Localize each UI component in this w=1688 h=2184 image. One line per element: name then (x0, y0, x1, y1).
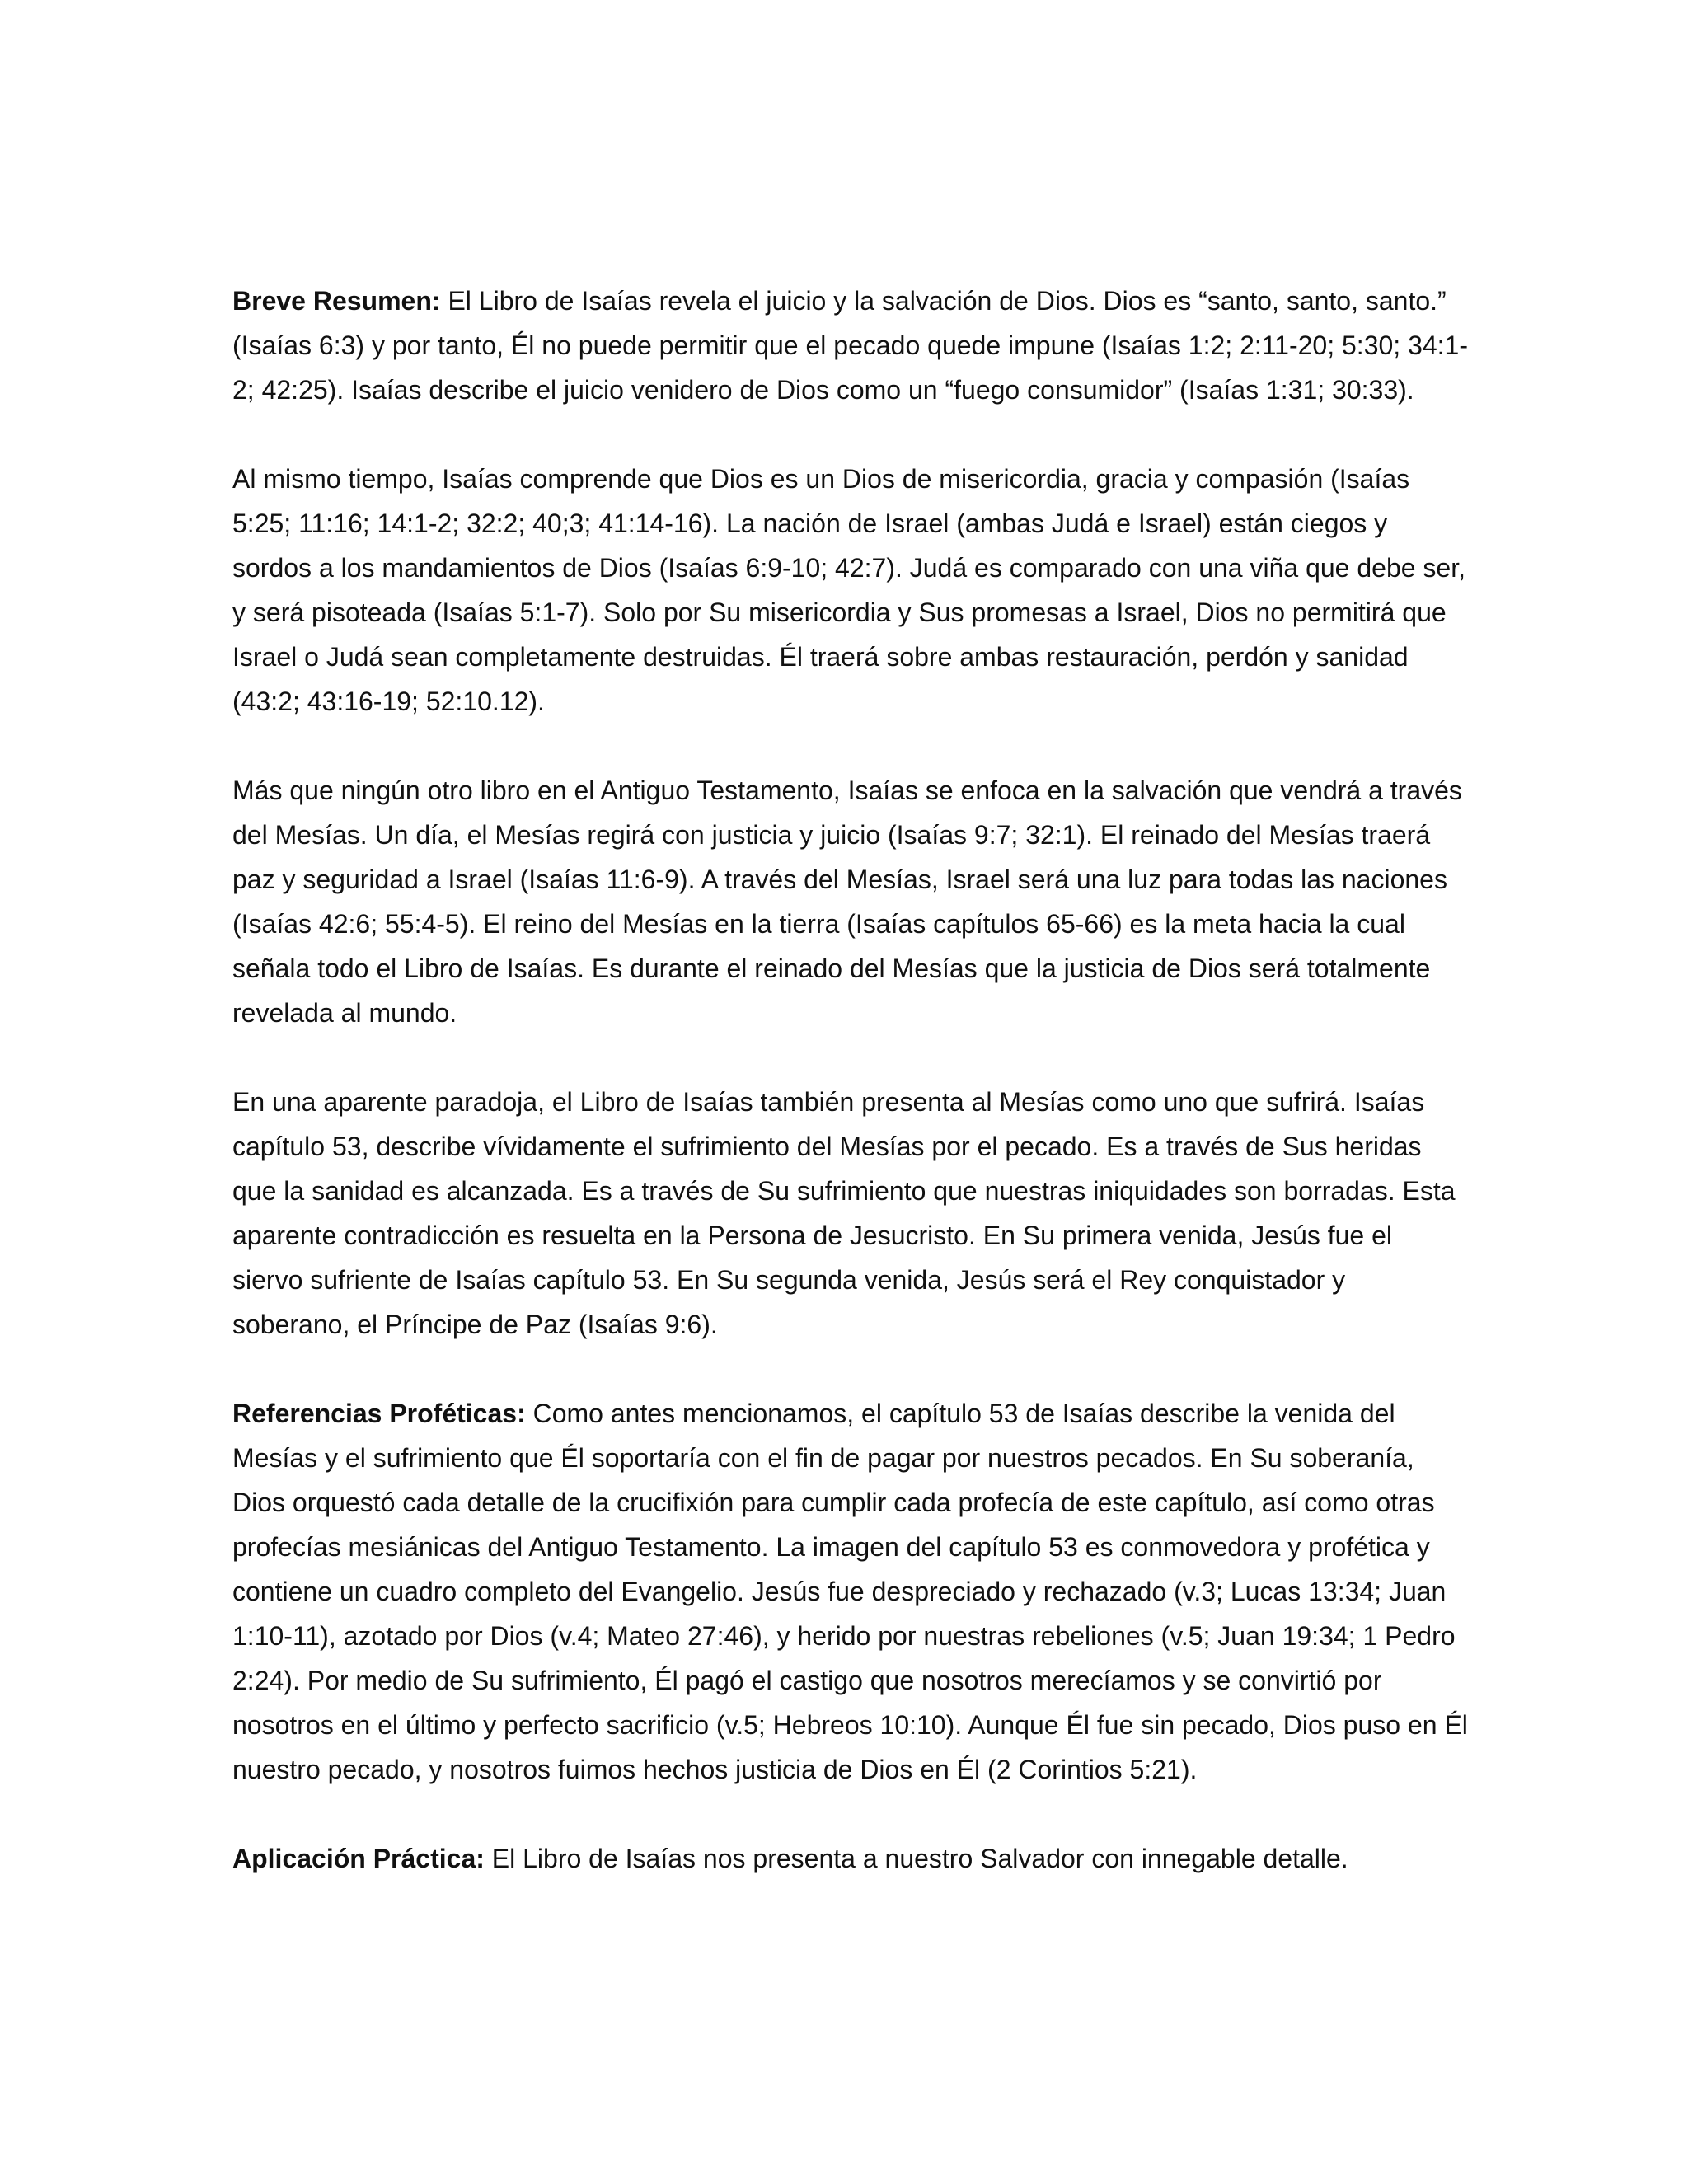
section-heading-breve-resumen: Breve Resumen: (232, 286, 441, 316)
paragraph-text: El Libro de Isaías nos presenta a nuestro Salvador con innegable detalle. (484, 1844, 1348, 1873)
section-heading-aplicacion-practica: Aplicación Práctica: (232, 1844, 485, 1873)
paragraph-aplicacion-practica (232, 1836, 1469, 1881)
paragraph-text: El Libro de Isaías revela el juicio y la salvación de Dios. Dios es “santo, santo, santo.” (Isaías 6:3) y por tanto, Él no puede permitir que el pecado quede impune (Isaías 1:2; 2:11-20; 5:30; 34:1-2; 42:25). Isaías describe el juicio venidero de Dios como un “fuego consumidor” (Isaías 1:31; 30:33). (232, 286, 1468, 405)
document-body (232, 279, 1469, 1881)
paragraph-paradoja (232, 1080, 1469, 1347)
paragraph-text: En una aparente paradoja, el Libro de Isaías también presenta al Mesías como uno que sufrirá. Isaías capítulo 53, describe vívidamente el sufrimiento del Mesías por el pecado. Es a través de Sus heridas que la sanidad es alcanzada. Es a través de Su sufrimiento que nuestras iniquidades son borradas. Esta aparente contradicción es resuelta en la Persona de Jesucristo. En Su primera venida, Jesús fue el siervo sufriente de Isaías capítulo 53. En Su segunda venida, Jesús será el Rey conquistador y soberano, el Príncipe de Paz (Isaías 9:6). (232, 1087, 1456, 1339)
paragraph-referencias-profeticas (232, 1391, 1469, 1792)
paragraph-text: Como antes mencionamos, el capítulo 53 de Isaías describe la venida del Mesías y el sufrimiento que Él soportaría con el fin de pagar por nuestros pecados. En Su soberanía, Dios orquestó cada detalle de la crucifixión para cumplir cada profecía de este capítulo, así como otras profecías mesiánicas del Antiguo Testamento. La imagen del capítulo 53 es conmovedora y profética y contiene un cuadro completo del Evangelio. Jesús fue despreciado y rechazado (v.3; Lucas 13:34; Juan 1:10-11), azotado por Dios (v.4; Mateo 27:46), y herido por nuestras rebeliones (v.5; Juan 19:34; 1 Pedro 2:24). Por medio de Su sufrimiento, Él pagó el castigo que nosotros merecíamos y se convirtió por nosotros en el último y perfecto sacrificio (v.5; Hebreos 10:10). Aunque Él fue sin pecado, Dios puso en Él nuestro pecado, y nosotros fuimos hechos justicia de Dios en Él (2 Corintios 5:21). (232, 1399, 1468, 1784)
paragraph-breve-resumen (232, 279, 1469, 412)
paragraph-misericordia (232, 457, 1469, 724)
paragraph-mesias (232, 768, 1469, 1035)
paragraph-text: Más que ningún otro libro en el Antiguo Testamento, Isaías se enfoca en la salvación que vendrá a través del Mesías. Un día, el Mesías regirá con justicia y juicio (Isaías 9:7; 32:1). El reinado del Mesías traerá paz y seguridad a Israel (Isaías 11:6-9). A través del Mesías, Israel será una luz para todas las naciones (Isaías 42:6; 55:4-5). El reino del Mesías en la tierra (Isaías capítulos 65-66) es la meta hacia la cual señala todo el Libro de Isaías. Es durante el reinado del Mesías que la justicia de Dios será totalmente revelada al mundo. (232, 776, 1462, 1028)
section-heading-referencias-profeticas: Referencias Proféticas: (232, 1399, 526, 1428)
paragraph-text: Al mismo tiempo, Isaías comprende que Dios es un Dios de misericordia, gracia y compasión (Isaías 5:25; 11:16; 14:1-2; 32:2; 40;3; 41:14-16). La nación de Israel (ambas Judá e Israel) están ciegos y sordos a los mandamientos de Dios (Isaías 6:9-10; 42:7). Judá es comparado con una viña que debe ser, y será pisoteada (Isaías 5:1-7). Solo por Su misericordia y Sus promesas a Israel, Dios no permitirá que Israel o Judá sean completamente destruidas. Él traerá sobre ambas restauración, perdón y sanidad (43:2; 43:16-19; 52:10.12). (232, 464, 1465, 716)
